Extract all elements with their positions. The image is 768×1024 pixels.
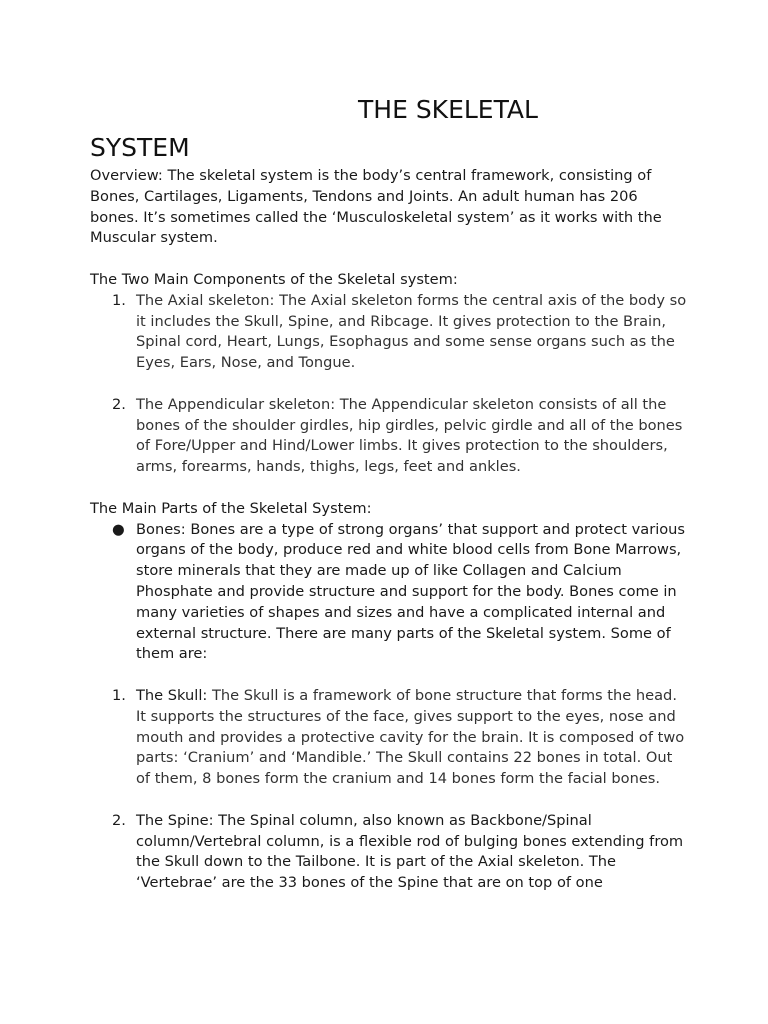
document-body xyxy=(90,166,690,894)
bones-bullet-item xyxy=(90,520,690,666)
document-title-line-1: THE SKELETAL xyxy=(358,95,538,124)
overview-text: The skeletal system is the body’s central framework, consisting of Bones, Cartilages, Ligaments, Tendons and Joints. An adult human has 206 bones. It’s sometimes called the ‘Musculoskeletal system’ as it works with the Muscular system. xyxy=(90,167,662,247)
component-item-label: The Axial skeleton: xyxy=(136,291,275,309)
components-heading: The Two Main Components of the Skeletal system: xyxy=(90,270,458,288)
paragraph-gap xyxy=(90,478,690,499)
list-number: 2. xyxy=(112,811,126,829)
overview-paragraph xyxy=(90,166,690,249)
component-item-axial xyxy=(90,291,690,374)
bullet-icon: ● xyxy=(112,520,125,538)
component-item-body: The Appendicular skeleton consists of all the bones of the shoulder girdles, hip girdles, pelvic girdle and all of the bones of Fore/Upper and Hind/Lower limbs. It gives protection to the shoulders, arms, forearms, hands, thighs, legs, feet and ankles. xyxy=(136,395,683,476)
document-title-line-2: SYSTEM xyxy=(90,133,190,162)
paragraph-gap xyxy=(90,790,690,811)
paragraph-gap xyxy=(90,665,690,686)
paragraph-gap xyxy=(90,374,690,395)
component-item-appendicular xyxy=(90,395,690,478)
list-number: 1. xyxy=(112,291,126,309)
parts-heading: The Main Parts of the Skeletal System: xyxy=(90,499,372,517)
bones-label: Bones: xyxy=(136,520,186,538)
component-item-text xyxy=(136,395,690,478)
list-number: 2. xyxy=(112,395,126,413)
part-item-body: The Skull is a framework of bone structure that forms the head. It supports the structures of the face, gives support to the eyes, nose and mouth and provides a protective cavity for the brain. It is composed of two parts: ‘Cranium’ and ‘Mandible.’ The Skull contains 22 bones in total. Out of them, 8 bones form the cranium and 14 bones form the facial bones. xyxy=(136,686,685,788)
part-item-label: The Skull: xyxy=(136,686,208,704)
overview-label: Overview: xyxy=(90,167,163,184)
component-item-body: The Axial skeleton forms the central axis of the body so it includes the Skull, Spine, and Ribcage. It gives protection to the Brain, Spinal cord, Heart, Lungs, Esophagus and some sense organs such as the Eyes, Ears, Nose, and Tongue. xyxy=(136,291,687,372)
paragraph-gap xyxy=(90,249,690,270)
part-item-body: The Spinal column, also known as Backbone/Spinal column/Vertebral column, is a flexible rod of bulging bones extending from the Skull down to the Tailbone. It is part of the Axial skeleton. The ‘Vertebrae’ are the 33 bones of the Spine that are on top of one xyxy=(136,811,684,892)
part-item-spine xyxy=(90,811,690,894)
component-item-label: The Appendicular skeleton: xyxy=(136,395,336,413)
part-item-skull xyxy=(90,686,690,790)
part-item-text xyxy=(136,686,690,790)
bones-bullet-text xyxy=(136,520,690,666)
part-item-label: The Spine: xyxy=(136,811,214,829)
part-item-text xyxy=(136,811,690,894)
component-item-text xyxy=(136,291,690,374)
bones-body: Bones are a type of strong organs’ that support and protect various organs of the body, produce red and white blood cells from Bone Marrows, store minerals that they are made up of like Collagen and Calcium Phosphate and provide structure and support for the body. Bones come in many varieties of shapes and sizes and have a complicated internal and external structure. There are many parts of the Skeletal system. Some of them are: xyxy=(136,520,686,663)
list-number: 1. xyxy=(112,686,126,704)
